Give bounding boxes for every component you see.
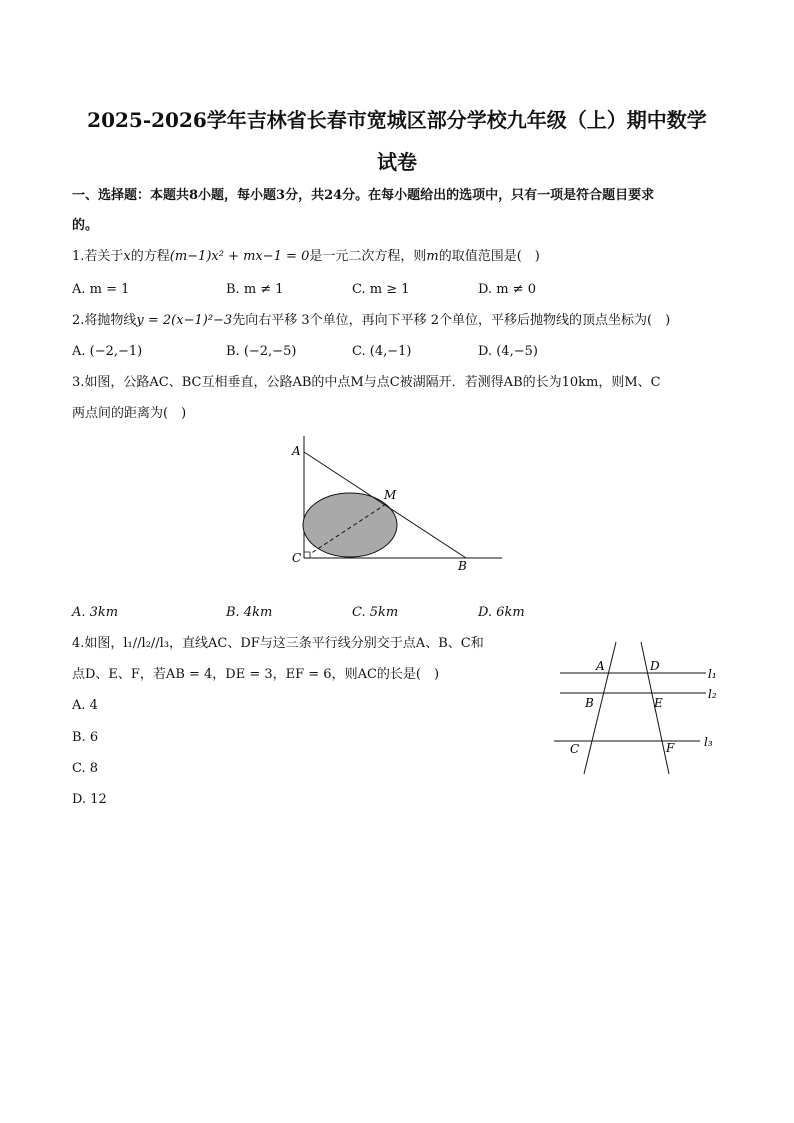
q4-label-b: B bbox=[585, 696, 594, 710]
q3-option-c: C. 5km bbox=[352, 605, 399, 620]
q1-option-b: B. m ≠ 1 bbox=[226, 282, 284, 297]
section1-heading-line2: 的。 bbox=[72, 218, 99, 233]
q3-option-d: D. 6km bbox=[478, 605, 525, 620]
question-1-stem bbox=[72, 249, 540, 265]
q2-option-b: B. (−2,−5) bbox=[226, 344, 297, 359]
q2-suffix: 先向右平移 3个单位，再向下平移 2个单位，平移后抛物线的顶点坐标为( ) bbox=[232, 313, 671, 328]
q1-option-a: A. m = 1 bbox=[72, 282, 130, 297]
q1-option-c: C. m ≥ 1 bbox=[352, 282, 410, 297]
q3-label-c: C bbox=[292, 551, 302, 565]
q4-label-a: A bbox=[596, 659, 605, 673]
q4-label-l1: l₁ bbox=[708, 667, 717, 681]
q2-option-d: D. (4,−5) bbox=[478, 344, 538, 359]
q3-right-angle-mark bbox=[304, 552, 310, 558]
question-2-stem bbox=[72, 313, 670, 329]
q4-label-c: C bbox=[570, 742, 580, 756]
q4-label-l2: l₂ bbox=[708, 687, 717, 701]
q4-label-d: D bbox=[650, 659, 660, 673]
q2-option-c: C. (4,−1) bbox=[352, 344, 412, 359]
q1-prefix: 1.若关于 bbox=[72, 249, 124, 264]
q4-option-a: A. 4 bbox=[72, 698, 98, 713]
question-4-stem-line2: 点D、E、F，若AB = 4，DE = 3，EF = 6，则AC的长是( ) bbox=[72, 667, 440, 682]
q2-equation: y = 2(x−1)²−3 bbox=[136, 313, 233, 328]
q1-var-m: m bbox=[426, 249, 439, 264]
q2-option-a: A. (−2,−1) bbox=[72, 344, 143, 359]
exam-title-line1: 2025-2026学年吉林省长春市宽城区部分学校九年级（上）期中数学 bbox=[87, 108, 707, 132]
q4-label-l3: l₃ bbox=[704, 735, 713, 749]
q4-option-b: B. 6 bbox=[72, 730, 99, 745]
question-3-stem-line1: 3.如图，公路AC、BC互相垂直，公路AB的中点M与点C被湖隔开．若测得AB的长为10km，则M、C bbox=[72, 375, 661, 390]
q3-label-m: M bbox=[384, 488, 397, 502]
q3-option-b: B. 4km bbox=[226, 605, 273, 620]
q3-label-a: A bbox=[292, 444, 301, 458]
q3-figure bbox=[280, 428, 510, 578]
q3-lake bbox=[303, 493, 397, 557]
q4-label-e: E bbox=[654, 696, 663, 710]
q1-suffix: 的取值范围是( ) bbox=[438, 249, 540, 264]
question-3-stem-line2: 两点间的距离为( ) bbox=[72, 406, 187, 421]
q1-mid2: 是一元二次方程，则 bbox=[309, 249, 427, 264]
q1-var-x: x bbox=[123, 249, 131, 264]
q4-label-f: F bbox=[666, 741, 675, 755]
q3-label-b: B bbox=[458, 559, 467, 573]
question-4-stem-line1: 4.如图，l₁//l₂//l₃，直线AC、DF与这三条平行线分别交于点A、B、C和 bbox=[72, 636, 484, 651]
q4-option-d: D. 12 bbox=[72, 792, 107, 807]
q1-equation: (m−1)x² + mx−1 = 0 bbox=[169, 249, 310, 264]
q4-option-c: C. 8 bbox=[72, 761, 99, 776]
section1-heading-line1: 一、选择题：本题共8小题，每小题3分，共24分。在每小题给出的选项中，只有一项是符合题目要求 bbox=[72, 188, 655, 203]
exam-title-line2: 试卷 bbox=[377, 150, 417, 174]
q2-prefix: 2.将抛物线 bbox=[72, 313, 137, 328]
q4-figure bbox=[548, 636, 728, 786]
q3-option-a: A. 3km bbox=[72, 605, 119, 620]
q1-mid1: 的方程 bbox=[130, 249, 170, 264]
q1-option-d: D. m ≠ 0 bbox=[478, 282, 536, 297]
